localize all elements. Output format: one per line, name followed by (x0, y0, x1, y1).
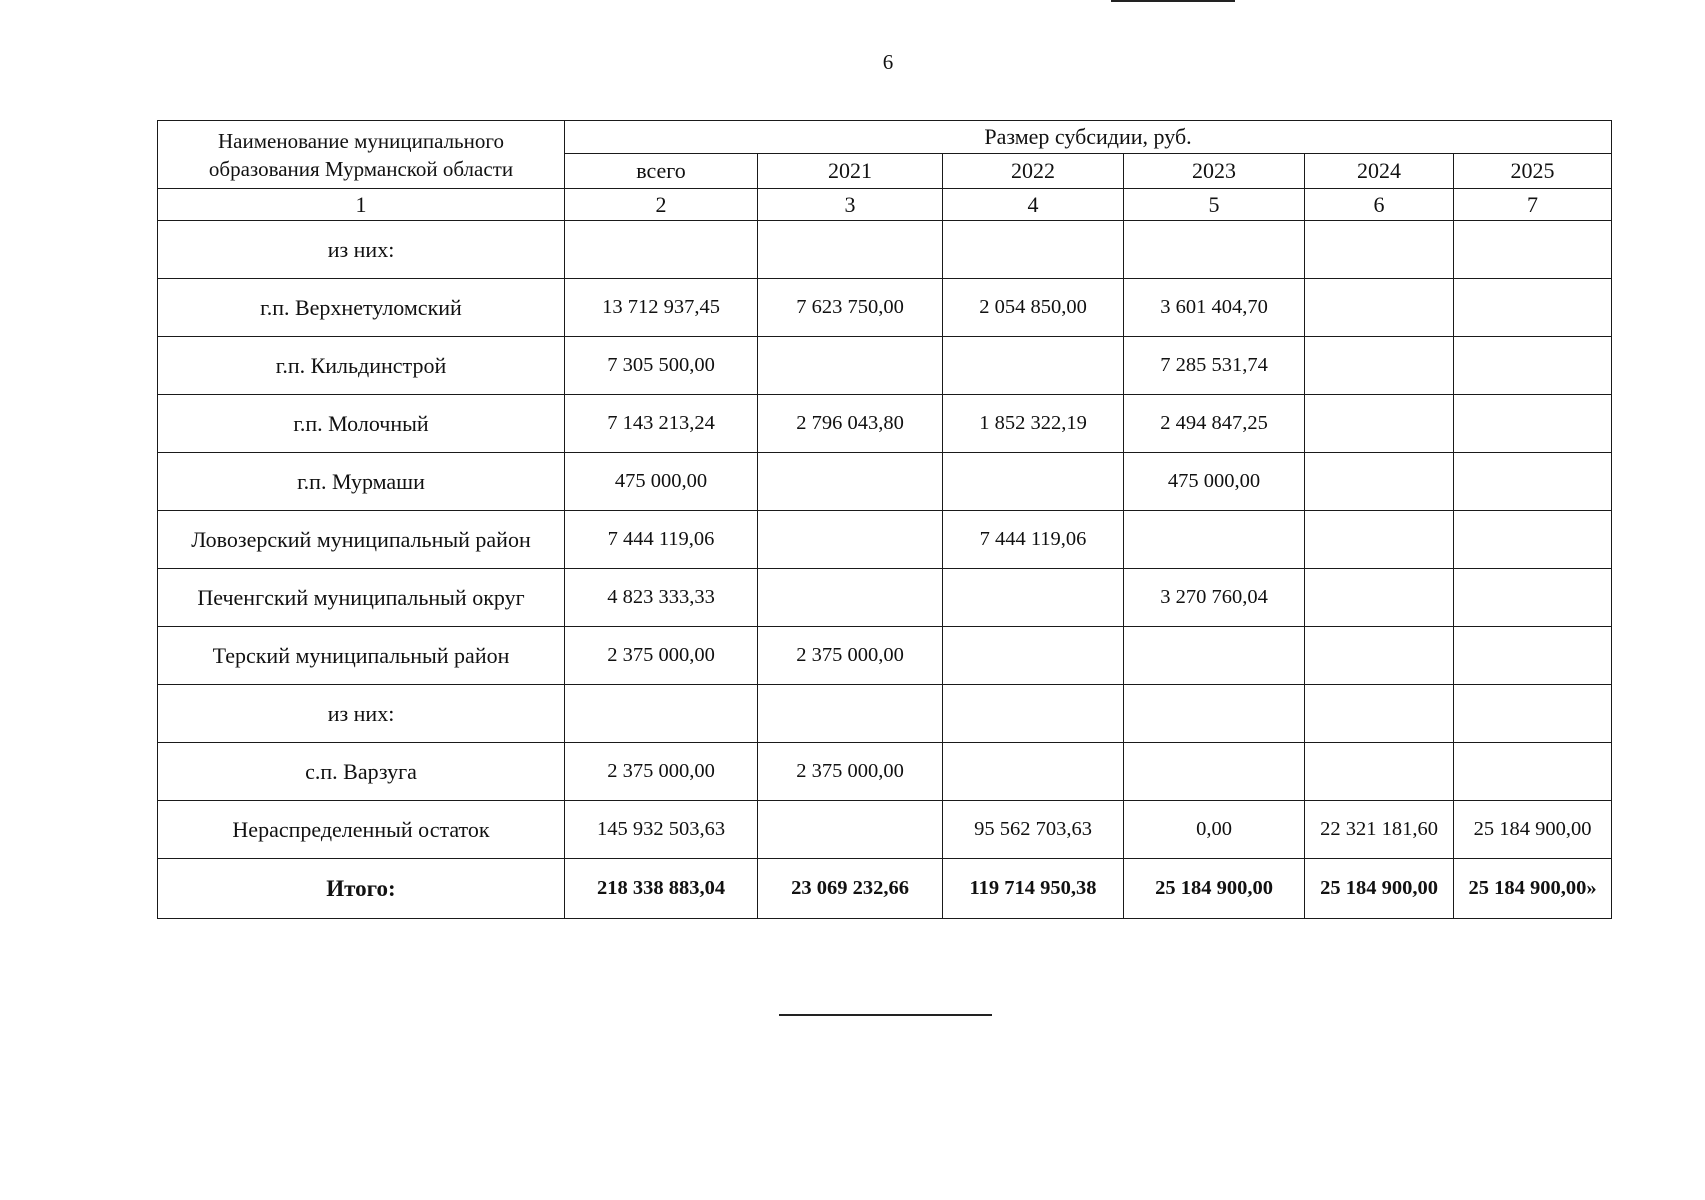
table-body (158, 221, 1612, 919)
amount-cell: 1 852 322,19 (943, 395, 1124, 453)
row-name-cell: г.п. Верхнетуломский (158, 279, 565, 337)
amount-cell (943, 221, 1124, 279)
amount-cell: 13 712 937,45 (565, 279, 758, 337)
table-row (158, 395, 1612, 453)
amount-cell (1124, 221, 1305, 279)
bottom-rule (779, 1014, 992, 1016)
amount-cell (758, 337, 943, 395)
subsidy-table (157, 120, 1612, 919)
amount-cell (1124, 627, 1305, 685)
amount-cell: 3 601 404,70 (1124, 279, 1305, 337)
amount-cell (1124, 511, 1305, 569)
amount-cell (758, 801, 943, 859)
total-amount-cell: 25 184 900,00» (1454, 859, 1612, 919)
amount-cell (1454, 511, 1612, 569)
total-amount-cell: 25 184 900,00 (1305, 859, 1454, 919)
total-amount-cell: 23 069 232,66 (758, 859, 943, 919)
amount-cell (758, 453, 943, 511)
amount-cell: 7 623 750,00 (758, 279, 943, 337)
amount-cell (1305, 453, 1454, 511)
amount-cell: 2 796 043,80 (758, 395, 943, 453)
year-header: 2023 (1124, 154, 1305, 189)
amount-cell (1124, 685, 1305, 743)
top-rule (1111, 0, 1235, 2)
table-row (158, 801, 1612, 859)
amount-cell (1454, 395, 1612, 453)
amount-cell (1305, 221, 1454, 279)
amount-cell (565, 685, 758, 743)
row-name-cell: г.п. Кильдинстрой (158, 337, 565, 395)
year-header: 2024 (1305, 154, 1454, 189)
amount-cell (943, 743, 1124, 801)
amount-cell: 2 375 000,00 (565, 627, 758, 685)
amount-cell (1454, 279, 1612, 337)
amount-cell: 2 494 847,25 (1124, 395, 1305, 453)
row-name-cell: Терский муниципальный район (158, 627, 565, 685)
amount-cell: 7 143 213,24 (565, 395, 758, 453)
amount-cell: 95 562 703,63 (943, 801, 1124, 859)
table-row (158, 685, 1612, 743)
page-number: 6 (882, 50, 894, 74)
amount-cell (1454, 337, 1612, 395)
amount-cell: 475 000,00 (565, 453, 758, 511)
amount-cell (1454, 453, 1612, 511)
year-header: 2025 (1454, 154, 1612, 189)
amount-cell (943, 685, 1124, 743)
row-name-cell: г.п. Молочный (158, 395, 565, 453)
amount-cell (943, 569, 1124, 627)
amount-cell (943, 627, 1124, 685)
amount-cell: 3 270 760,04 (1124, 569, 1305, 627)
amount-cell: 25 184 900,00 (1454, 801, 1612, 859)
amount-cell: 0,00 (1124, 801, 1305, 859)
column-number: 1 (158, 189, 565, 221)
amount-cell (943, 337, 1124, 395)
amount-cell (1454, 627, 1612, 685)
column-number: 2 (565, 189, 758, 221)
amount-cell: 4 823 333,33 (565, 569, 758, 627)
amount-cell (1305, 743, 1454, 801)
amount-cell (1305, 685, 1454, 743)
amount-cell (1454, 569, 1612, 627)
total-row (158, 859, 1612, 919)
amount-cell (1305, 569, 1454, 627)
amount-cell: 22 321 181,60 (1305, 801, 1454, 859)
row-name-cell: г.п. Мурмаши (158, 453, 565, 511)
amount-cell (758, 511, 943, 569)
amount-cell: 2 375 000,00 (758, 627, 943, 685)
table-row (158, 511, 1612, 569)
amount-cell (1305, 279, 1454, 337)
total-amount-cell: 25 184 900,00 (1124, 859, 1305, 919)
row-name-cell: Ловозерский муниципальный район (158, 511, 565, 569)
amount-cell (1454, 221, 1612, 279)
amount-cell (1305, 511, 1454, 569)
amount-cell (1454, 685, 1612, 743)
amount-cell (1305, 627, 1454, 685)
amount-cell: 7 285 531,74 (1124, 337, 1305, 395)
column-number: 4 (943, 189, 1124, 221)
column-number: 3 (758, 189, 943, 221)
year-header: всего (565, 154, 758, 189)
row-name-cell: из них: (158, 685, 565, 743)
amount-cell (758, 685, 943, 743)
subsidy-group-header: Размер субсидии, руб. (565, 121, 1612, 154)
amount-cell: 7 305 500,00 (565, 337, 758, 395)
name-column-header: Наименование муниципального образования Мурманской области (158, 121, 565, 189)
amount-cell (758, 221, 943, 279)
row-name-cell: Печенгский муниципальный округ (158, 569, 565, 627)
row-name-cell: из них: (158, 221, 565, 279)
year-header: 2022 (943, 154, 1124, 189)
table-row (158, 743, 1612, 801)
amount-cell (758, 569, 943, 627)
amount-cell: 7 444 119,06 (565, 511, 758, 569)
amount-cell (565, 221, 758, 279)
amount-cell (943, 453, 1124, 511)
amount-cell: 2 375 000,00 (758, 743, 943, 801)
amount-cell (1454, 743, 1612, 801)
total-amount-cell: 119 714 950,38 (943, 859, 1124, 919)
column-number: 5 (1124, 189, 1305, 221)
table-row (158, 337, 1612, 395)
amount-cell: 2 375 000,00 (565, 743, 758, 801)
table-row (158, 279, 1612, 337)
amount-cell: 7 444 119,06 (943, 511, 1124, 569)
row-name-cell: с.п. Варзуга (158, 743, 565, 801)
table-row (158, 627, 1612, 685)
amount-cell (1305, 337, 1454, 395)
total-amount-cell: 218 338 883,04 (565, 859, 758, 919)
year-header: 2021 (758, 154, 943, 189)
table-row (158, 221, 1612, 279)
column-number: 6 (1305, 189, 1454, 221)
table-row (158, 569, 1612, 627)
total-label: Итого: (158, 859, 565, 919)
table-row (158, 453, 1612, 511)
row-name-cell: Нераспределенный остаток (158, 801, 565, 859)
amount-cell (1124, 743, 1305, 801)
amount-cell: 145 932 503,63 (565, 801, 758, 859)
amount-cell (1305, 395, 1454, 453)
amount-cell: 475 000,00 (1124, 453, 1305, 511)
column-number: 7 (1454, 189, 1612, 221)
amount-cell: 2 054 850,00 (943, 279, 1124, 337)
